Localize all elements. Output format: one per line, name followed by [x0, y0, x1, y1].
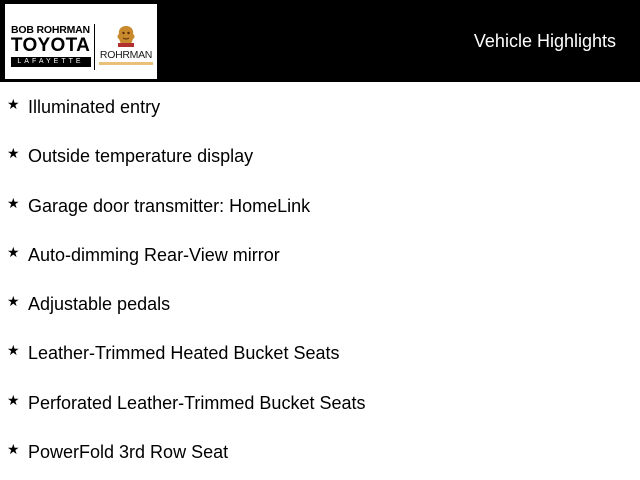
star-icon: ★	[7, 293, 20, 310]
highlight-label: Leather-Trimmed Heated Bucket Seats	[28, 343, 340, 364]
star-icon: ★	[7, 145, 20, 162]
highlights-list	[0, 82, 640, 476]
highlight-label: PowerFold 3rd Row Seat	[28, 442, 229, 463]
list-item	[0, 279, 640, 328]
logo-line-dealer: BOB ROHRMAN	[11, 24, 90, 36]
logo-underline	[99, 62, 153, 65]
star-icon: ★	[7, 243, 20, 260]
highlight-label: Auto-dimming Rear-View mirror	[28, 244, 280, 265]
rohrman-logo	[96, 22, 156, 74]
star-icon: ★	[7, 194, 20, 211]
star-icon: ★	[7, 96, 20, 112]
list-item	[0, 131, 640, 180]
list-item	[0, 230, 640, 279]
highlight-label: Perforated Leather-Trimmed Bucket Seats	[28, 392, 366, 413]
highlight-label: Outside temperature display	[28, 146, 254, 167]
logo-line-brand: TOYOTA	[10, 35, 91, 56]
highlight-label: Adjustable pedals	[28, 294, 171, 315]
logo-rohrman-text: ROHRMAN	[99, 49, 153, 61]
list-item	[0, 378, 640, 427]
highlight-label: Illuminated entry	[28, 97, 161, 117]
list-item	[0, 427, 640, 476]
star-icon: ★	[7, 441, 20, 458]
list-item	[0, 328, 640, 377]
header-bar	[0, 0, 640, 82]
dealer-logo[interactable]	[5, 4, 157, 79]
toyota-logo-text	[9, 25, 92, 67]
star-icon: ★	[7, 342, 20, 359]
star-icon: ★	[7, 391, 20, 408]
logo-divider	[94, 24, 95, 70]
list-item	[0, 82, 640, 131]
highlight-label: Garage door transmitter: HomeLink	[28, 195, 311, 216]
page-title: Vehicle Highlights	[473, 31, 616, 51]
lion-crest-icon	[112, 24, 140, 48]
logo-line-location: LAFAYETTE	[11, 57, 91, 67]
list-item	[0, 181, 640, 230]
